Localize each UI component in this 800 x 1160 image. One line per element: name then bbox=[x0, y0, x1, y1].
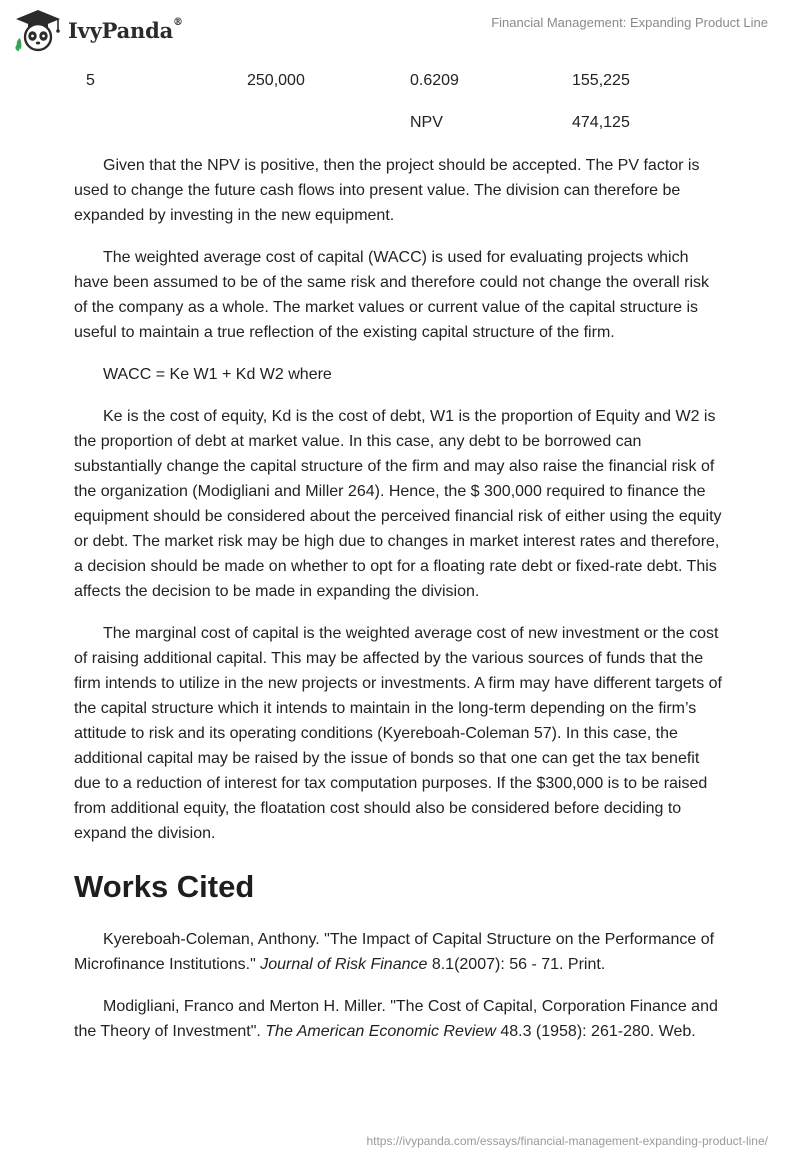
source-url[interactable]: https://ivypanda.com/essays/financial-management-expanding-product-line/ bbox=[366, 1134, 768, 1148]
table-cell: 250,000 bbox=[247, 72, 305, 89]
document-title: Financial Management: Expanding Product Line bbox=[491, 15, 768, 30]
table-row bbox=[0, 72, 800, 114]
wacc-formula: WACC = Ke W1 + Kd W2 where bbox=[103, 366, 332, 383]
paragraph: The weighted average cost of capital (WACC) is used for evaluating projects which have been assumed to be of the same risk and therefore could not change the overall risk of the company as a whole. The market values or current value of the capital structure is useful to maintain a true reflection of the existing capital structure of the firm. bbox=[74, 249, 710, 341]
paragraph: The marginal cost of capital is the weighted average cost of new investment or the cost of raising additional capital. This may be affected by the various sources of funds that the firm intends to utilize in the new projects or investments. A firm may have different targets of the capital structure which it intends to maintain in the long-term depending on the firm’s attitude to risk and its operating conditions (Kyereboah-Coleman 57). In this case, the additional capital may be raised by the issue of bonds so that one can get the tax benefit due to a reduction of interest for tax computation purposes. If the $300,000 is to be raised from additional equity, the floatation cost should also be considered before deciding to expand the division. bbox=[74, 625, 722, 842]
paragraph: Ke is the cost of equity, Kd is the cost of debt, W1 is the proportion of Equity and W2 is the proportion of debt at market value. In this case, any debt to be borrowed can substantially change the capital structure of the firm and may also raise the financial risk of the organization (Modigliani and Miller 264). Hence, the $ 300,000 required to finance the equipment should be considered about the perceived financial risk of either using the equity or debt. The market risk may be high due to changes in market interest rates and therefore, a decision should be made on whether to opt for a floating rate debt or fixed-rate debt. This affects the decision to be made in expanding the division. bbox=[74, 408, 722, 600]
table-cell: 5 bbox=[86, 72, 95, 89]
ivypanda-logo[interactable] bbox=[14, 8, 183, 52]
panda-graduation-cap-icon bbox=[14, 8, 62, 52]
brand-name: IvyPanda® bbox=[68, 16, 183, 43]
essay-body bbox=[74, 153, 726, 1061]
works-cited-heading: Works Cited bbox=[74, 869, 255, 904]
table-cell: 155,225 bbox=[572, 72, 630, 89]
table-cell: NPV bbox=[410, 114, 443, 131]
citation-entry: Kyereboah-Coleman, Anthony. "The Impact of Capital Structure on the Performance of Microfinance Institutions." Journal of Risk Finance 8.1(2007): 56 - 71. Print. bbox=[74, 931, 715, 973]
table-cell: 474,125 bbox=[572, 114, 630, 131]
table-cell: 0.6209 bbox=[410, 72, 459, 89]
npv-table bbox=[0, 72, 800, 156]
page-header bbox=[0, 0, 800, 60]
citation-entry: Modigliani, Franco and Merton H. Miller. "The Cost of Capital, Corporation Finance and the Theory of Investment". The American Economic Review 48.3 (1958): 261-280. Web. bbox=[74, 998, 718, 1040]
table-row bbox=[0, 114, 800, 156]
paragraph: Given that the NPV is positive, then the project should be accepted. The PV factor is used to change the future cash flows into present value. The division can therefore be expanded by investing in the new equipment. bbox=[74, 157, 700, 224]
